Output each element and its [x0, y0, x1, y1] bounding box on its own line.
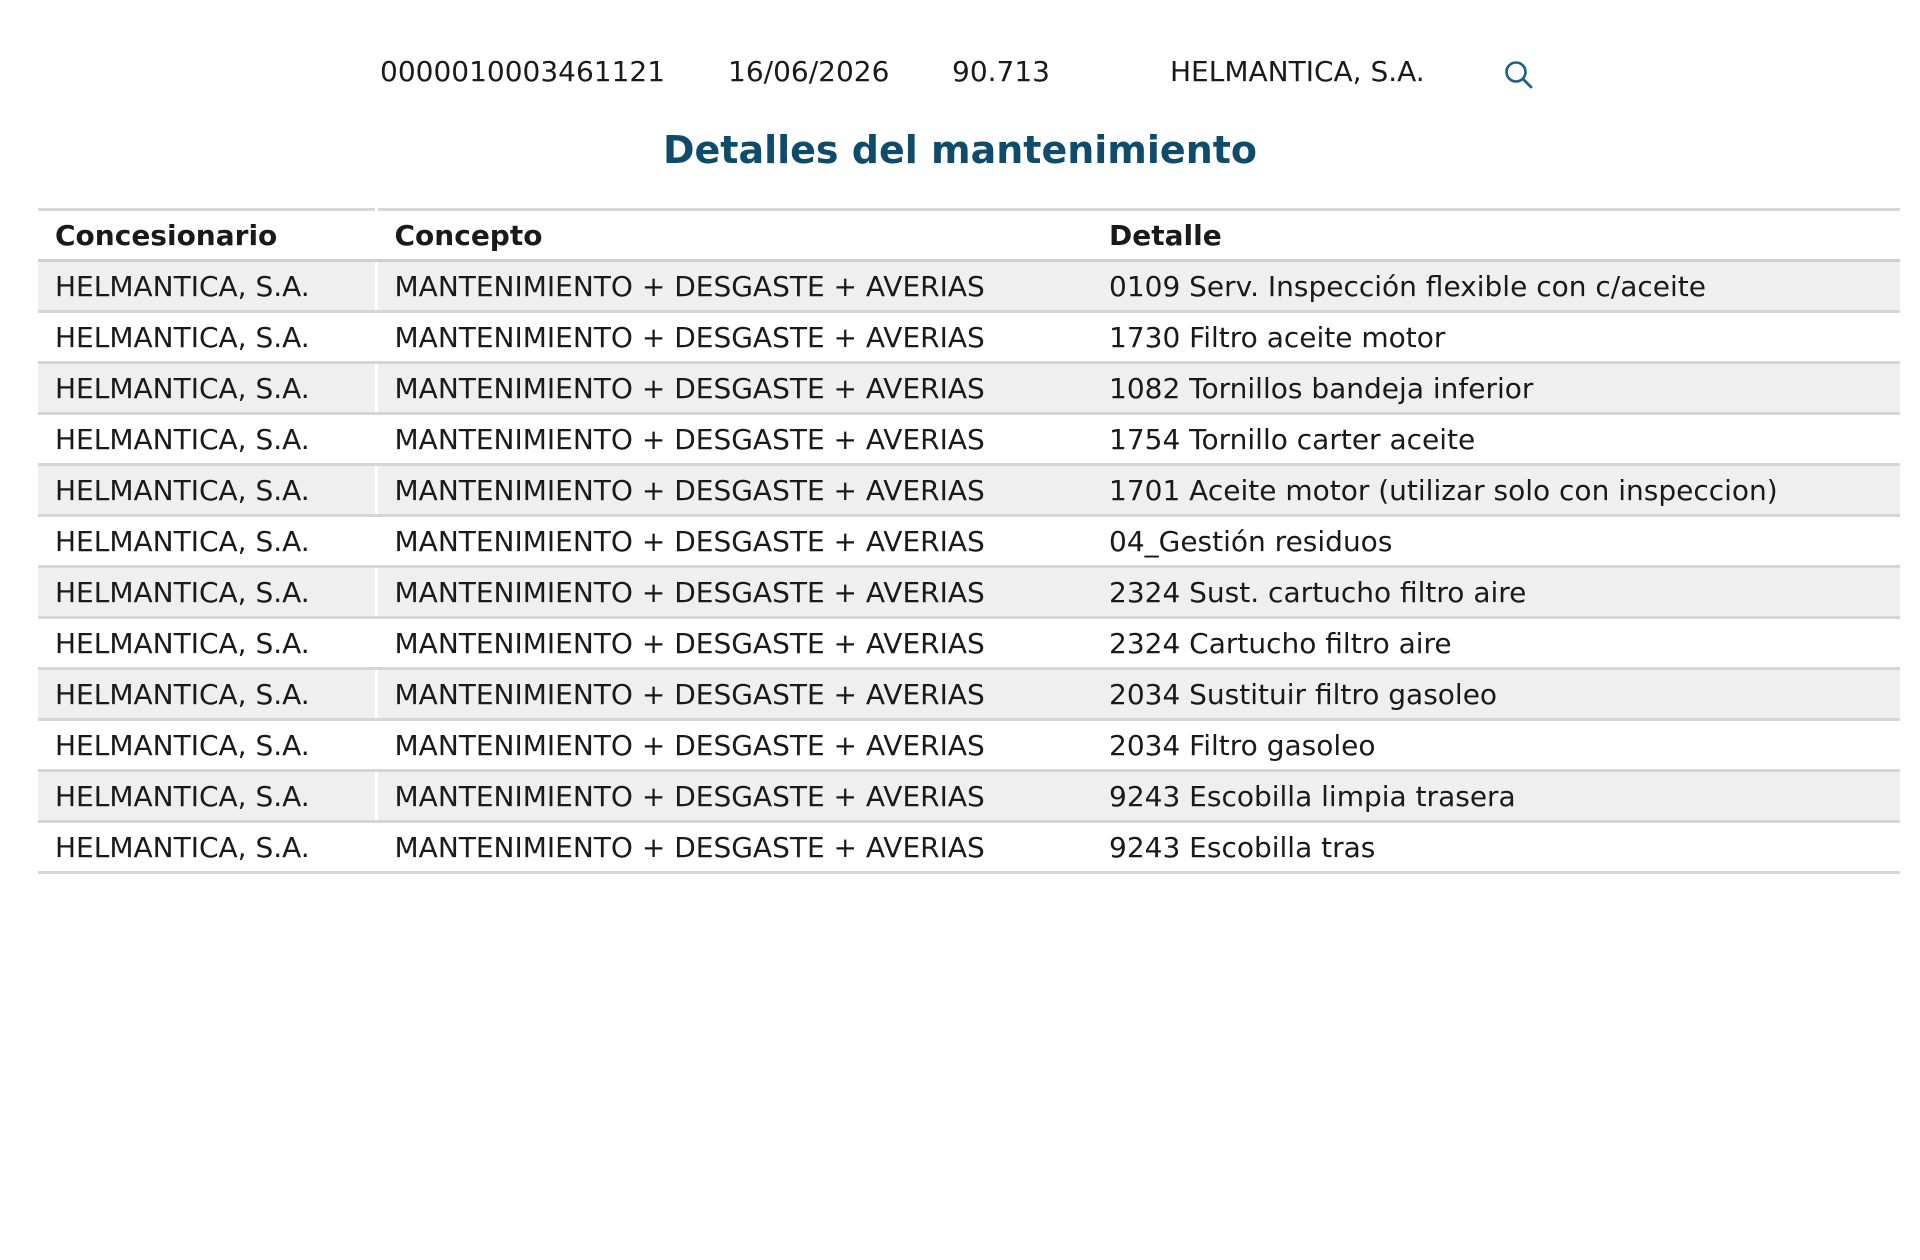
cell-concepto: MANTENIMIENTO + DESGASTE + AVERIAS [376, 822, 1092, 873]
table-row [38, 720, 1900, 771]
cell-concesionario: HELMANTICA, S.A. [38, 567, 376, 618]
header-detalle: Detalle [1092, 210, 1900, 261]
cell-concepto: MANTENIMIENTO + DESGASTE + AVERIAS [376, 465, 1092, 516]
cell-concesionario: HELMANTICA, S.A. [38, 669, 376, 720]
cell-detalle: 0109 Serv. Inspección flexible con c/aceite [1092, 261, 1900, 312]
cell-concesionario: HELMANTICA, S.A. [38, 618, 376, 669]
cell-detalle: 2324 Sust. cartucho filtro aire [1092, 567, 1900, 618]
maintenance-table [38, 208, 1900, 874]
summary-date: 16/06/2026 [728, 55, 890, 88]
cell-detalle: 1082 Tornillos bandeja inferior [1092, 363, 1900, 414]
cell-concepto: MANTENIMIENTO + DESGASTE + AVERIAS [376, 516, 1092, 567]
cell-concesionario: HELMANTICA, S.A. [38, 720, 376, 771]
header-concepto: Concepto [376, 210, 1092, 261]
maintenance-summary [0, 50, 1920, 100]
cell-concesionario: HELMANTICA, S.A. [38, 312, 376, 363]
cell-detalle: 04_Gestión residuos [1092, 516, 1900, 567]
search-icon [1502, 58, 1536, 92]
header-concesionario: Concesionario [38, 210, 376, 261]
table-row [38, 822, 1900, 873]
table-header-row [38, 210, 1900, 261]
summary-mileage: 90.713 [952, 55, 1050, 88]
cell-detalle: 2324 Cartucho filtro aire [1092, 618, 1900, 669]
cell-concepto: MANTENIMIENTO + DESGASTE + AVERIAS [376, 720, 1092, 771]
cell-detalle: 9243 Escobilla tras [1092, 822, 1900, 873]
cell-concesionario: HELMANTICA, S.A. [38, 465, 376, 516]
summary-record-id: 0000010003461121 [380, 55, 666, 88]
cell-concepto: MANTENIMIENTO + DESGASTE + AVERIAS [376, 567, 1092, 618]
search-button[interactable] [1502, 58, 1536, 92]
cell-concesionario: HELMANTICA, S.A. [38, 261, 376, 312]
cell-concepto: MANTENIMIENTO + DESGASTE + AVERIAS [376, 618, 1092, 669]
summary-dealer: HELMANTICA, S.A. [1170, 55, 1425, 88]
cell-concesionario: HELMANTICA, S.A. [38, 516, 376, 567]
cell-concepto: MANTENIMIENTO + DESGASTE + AVERIAS [376, 312, 1092, 363]
table-row [38, 618, 1900, 669]
table-row [38, 516, 1900, 567]
cell-detalle: 9243 Escobilla limpia trasera [1092, 771, 1900, 822]
cell-concepto: MANTENIMIENTO + DESGASTE + AVERIAS [376, 414, 1092, 465]
cell-detalle: 1754 Tornillo carter aceite [1092, 414, 1900, 465]
table-row [38, 414, 1900, 465]
cell-concesionario: HELMANTICA, S.A. [38, 822, 376, 873]
cell-concepto: MANTENIMIENTO + DESGASTE + AVERIAS [376, 363, 1092, 414]
table-row [38, 771, 1900, 822]
table-row [38, 465, 1900, 516]
table-row [38, 363, 1900, 414]
table-row [38, 669, 1900, 720]
cell-concesionario: HELMANTICA, S.A. [38, 363, 376, 414]
page-title: Detalles del mantenimiento [662, 128, 1258, 172]
table-row [38, 567, 1900, 618]
table-row [38, 312, 1900, 363]
cell-concepto: MANTENIMIENTO + DESGASTE + AVERIAS [376, 261, 1092, 312]
cell-concepto: MANTENIMIENTO + DESGASTE + AVERIAS [376, 771, 1092, 822]
table-row [38, 261, 1900, 312]
cell-detalle: 1730 Filtro aceite motor [1092, 312, 1900, 363]
cell-detalle: 2034 Sustituir filtro gasoleo [1092, 669, 1900, 720]
cell-concesionario: HELMANTICA, S.A. [38, 414, 376, 465]
cell-concesionario: HELMANTICA, S.A. [38, 771, 376, 822]
cell-detalle: 2034 Filtro gasoleo [1092, 720, 1900, 771]
cell-concepto: MANTENIMIENTO + DESGASTE + AVERIAS [376, 669, 1092, 720]
cell-detalle: 1701 Aceite motor (utilizar solo con inspeccion) [1092, 465, 1900, 516]
